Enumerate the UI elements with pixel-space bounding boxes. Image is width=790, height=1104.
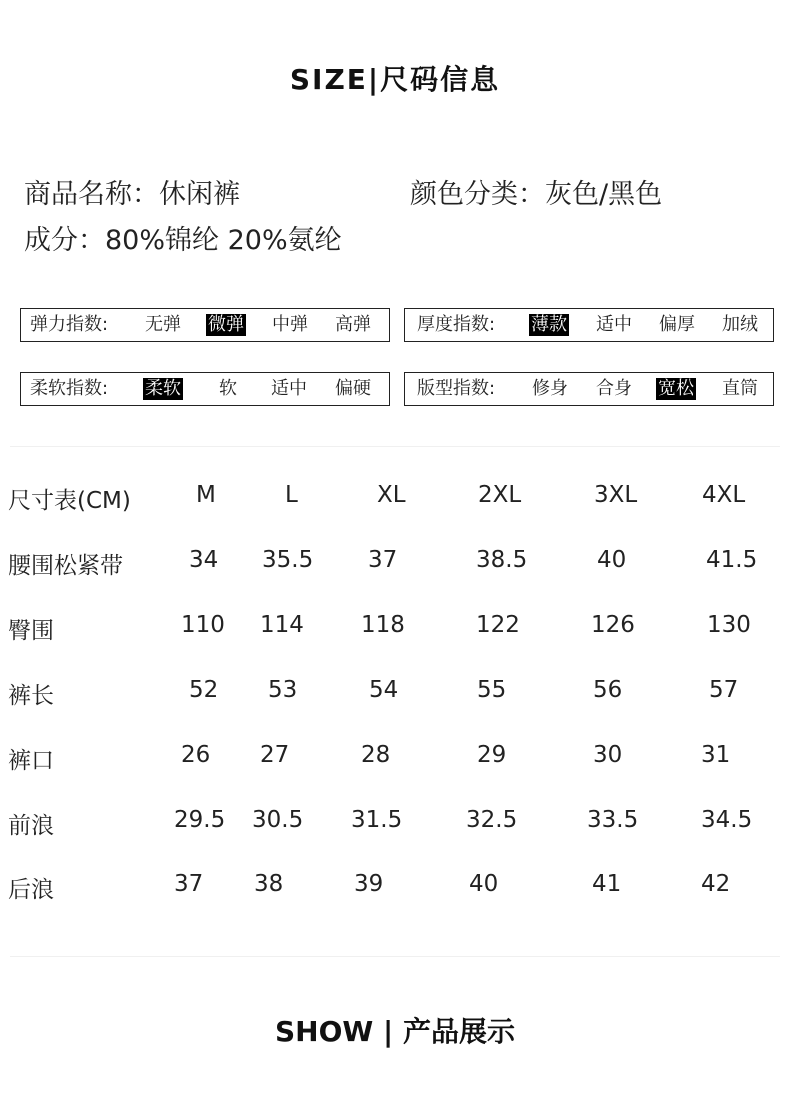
table-cell: 40 <box>597 547 627 573</box>
table-cell: 38 <box>254 871 284 897</box>
index-label: 弹力指数: <box>30 314 109 335</box>
index-option: 无弹 <box>145 314 181 335</box>
table-cell: 55 <box>477 677 507 703</box>
table-cell: 29 <box>477 742 507 768</box>
index-label: 厚度指数: <box>417 314 496 335</box>
table-cell: 34 <box>189 547 219 573</box>
show-section-title: SHOW | 产品展示 <box>274 1015 515 1048</box>
table-cell: 35.5 <box>262 547 314 573</box>
page-title: SIZE|尺码信息 <box>289 63 501 96</box>
size-column-header: M <box>196 482 216 508</box>
table-cell: 122 <box>476 612 520 638</box>
index-option: 直筒 <box>722 378 758 399</box>
thickness-index <box>404 308 774 342</box>
table-cell: 27 <box>260 742 290 768</box>
table-cell: 130 <box>707 612 751 638</box>
index-option: 偏厚 <box>659 314 695 335</box>
size-column-header: 3XL <box>594 482 638 508</box>
product-color: 颜色分类：灰色/黑色 <box>410 179 663 210</box>
divider <box>10 446 780 447</box>
index-option-selected: 微弹 <box>208 314 244 335</box>
table-cell: 126 <box>591 612 635 638</box>
size-column-header: 4XL <box>702 482 746 508</box>
index-option: 适中 <box>271 378 307 399</box>
divider <box>10 956 780 957</box>
table-cell: 52 <box>189 677 219 703</box>
table-cell: 37 <box>174 871 204 897</box>
table-cell: 110 <box>181 612 225 638</box>
index-label: 柔软指数: <box>30 378 109 399</box>
index-option: 高弹 <box>335 314 371 335</box>
row-label: 裤长 <box>8 683 54 709</box>
table-cell: 42 <box>701 871 731 897</box>
table-cell: 37 <box>368 547 398 573</box>
table-header-label: 尺寸表(CM) <box>8 488 131 514</box>
table-cell: 30.5 <box>252 807 304 833</box>
table-cell: 38.5 <box>476 547 528 573</box>
row-label: 臀围 <box>8 618 54 644</box>
table-cell: 118 <box>361 612 405 638</box>
table-cell: 33.5 <box>587 807 639 833</box>
row-label: 腰围松紧带 <box>8 553 123 579</box>
index-option: 合身 <box>596 378 632 399</box>
table-cell: 54 <box>369 677 399 703</box>
fit-index <box>404 372 774 406</box>
table-cell: 56 <box>593 677 623 703</box>
table-cell: 30 <box>593 742 623 768</box>
index-option: 修身 <box>532 378 568 399</box>
table-cell: 32.5 <box>466 807 518 833</box>
product-name: 商品名称：休闲裤 <box>24 179 240 210</box>
row-label: 前浪 <box>8 813 54 839</box>
table-cell: 28 <box>361 742 391 768</box>
index-option-selected: 柔软 <box>145 378 181 399</box>
index-label: 版型指数: <box>417 378 496 399</box>
index-option-selected: 薄款 <box>531 314 567 335</box>
table-cell: 40 <box>469 871 499 897</box>
index-option: 偏硬 <box>335 378 371 399</box>
size-column-header: XL <box>377 482 406 508</box>
index-option: 软 <box>219 378 237 399</box>
size-column-header: 2XL <box>478 482 522 508</box>
table-cell: 114 <box>260 612 304 638</box>
index-option: 中弹 <box>272 314 308 335</box>
elasticity-index <box>20 308 390 342</box>
index-option-selected: 宽松 <box>658 378 694 399</box>
table-cell: 26 <box>181 742 211 768</box>
table-cell: 34.5 <box>701 807 753 833</box>
product-material: 成分：80%锦纶 20%氨纶 <box>24 225 342 256</box>
size-column-header: L <box>285 482 298 508</box>
table-cell: 41 <box>592 871 622 897</box>
softness-index <box>20 372 390 406</box>
table-cell: 39 <box>354 871 384 897</box>
index-option: 适中 <box>596 314 632 335</box>
table-cell: 31 <box>701 742 731 768</box>
row-label: 裤口 <box>8 748 54 774</box>
index-option: 加绒 <box>722 314 758 335</box>
table-cell: 29.5 <box>174 807 226 833</box>
table-cell: 53 <box>268 677 298 703</box>
table-cell: 31.5 <box>351 807 403 833</box>
table-cell: 57 <box>709 677 739 703</box>
row-label: 后浪 <box>8 877 54 903</box>
table-cell: 41.5 <box>706 547 758 573</box>
